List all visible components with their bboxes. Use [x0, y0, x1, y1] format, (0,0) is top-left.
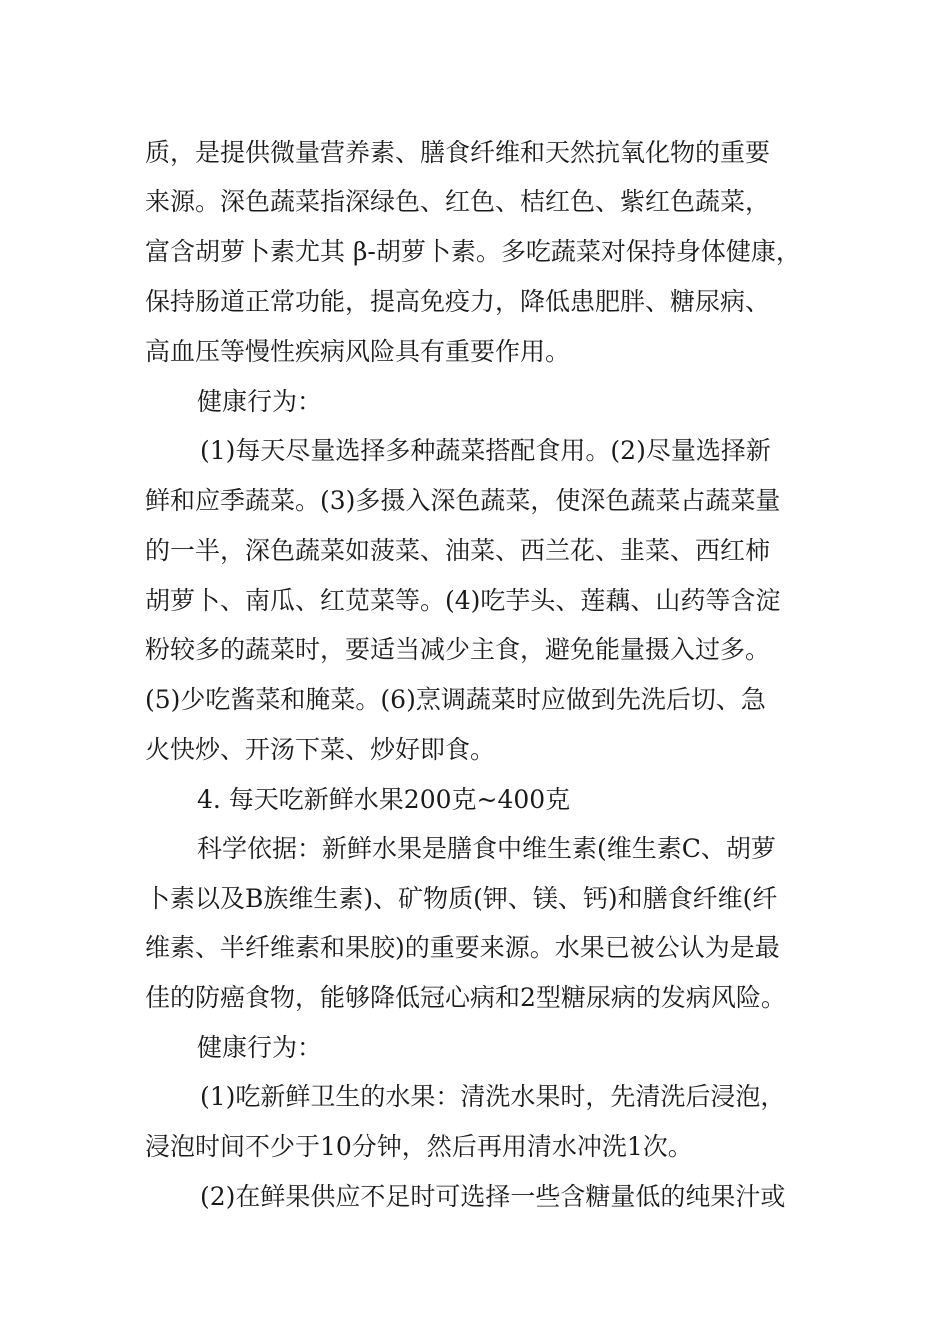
- section-label: 健康行为：: [197, 387, 323, 416]
- paragraph-line: (2)在鲜果供应不足时可选择一些含糖量低的纯果汁或: [200, 1182, 786, 1211]
- paragraph-line: (1)吃新鲜卫生的水果：清洗水果时，先清洗后浸泡，: [200, 1082, 786, 1111]
- paragraph-line: 高血压等慢性疾病风险具有重要作用。: [145, 337, 571, 366]
- paragraph-line: 粉较多的蔬菜时，要适当减少主食，避免能量摄入过多。: [145, 635, 771, 664]
- paragraph-line: 火快炒、开汤下菜、炒好即食。: [145, 735, 496, 764]
- section-label: 健康行为：: [197, 1033, 323, 1062]
- paragraph-line: 质，是提供微量营养素、膳食纤维和天然抗氧化物的重要: [145, 138, 771, 167]
- paragraph-line: 保持肠道正常功能，提高免疫力，降低患肥胖、糖尿病、: [145, 287, 771, 316]
- paragraph-line: 佳的防癌食物，能够降低冠心病和2型糖尿病的发病风险。: [145, 983, 786, 1012]
- paragraph-line: 维素、半纤维素和果胶)的重要来源。水果已被公认为是最: [145, 933, 780, 962]
- section-heading: 4. 每天吃新鲜水果200克~400克: [197, 785, 571, 814]
- paragraph-line: 鲜和应季蔬菜。(3)多摄入深色蔬菜，使深色蔬菜占蔬菜量: [145, 486, 781, 515]
- paragraph-line: 浸泡时间不少于10分钟，然后再用清水冲洗1次。: [145, 1132, 693, 1161]
- paragraph-line: (1)每天尽量选择多种蔬菜搭配食用。(2)尽量选择新: [200, 436, 771, 465]
- paragraph-line: 的一半，深色蔬菜如菠菜、油菜、西兰花、韭菜、西红柿: [145, 536, 771, 565]
- paragraph-line: (5)少吃酱菜和腌菜。(6)烹调蔬菜时应做到先洗后切、急: [145, 685, 766, 714]
- paragraph-line: 科学依据：新鲜水果是膳食中维生素(维生素C、胡萝: [197, 834, 776, 863]
- paragraph-line: 富含胡萝卜素尤其 β-胡萝卜素。多吃蔬菜对保持身体健康，: [145, 237, 801, 266]
- paragraph-line: 来源。深色蔬菜指深绿色、红色、桔红色、紫红色蔬菜，: [145, 187, 771, 216]
- paragraph-line: 胡萝卜、南瓜、红苋菜等。(4)吃芋头、莲藕、山药等含淀: [145, 586, 781, 615]
- paragraph-line: 卜素以及B族维生素)、矿物质(钾、镁、钙)和膳食纤维(纤: [145, 884, 778, 913]
